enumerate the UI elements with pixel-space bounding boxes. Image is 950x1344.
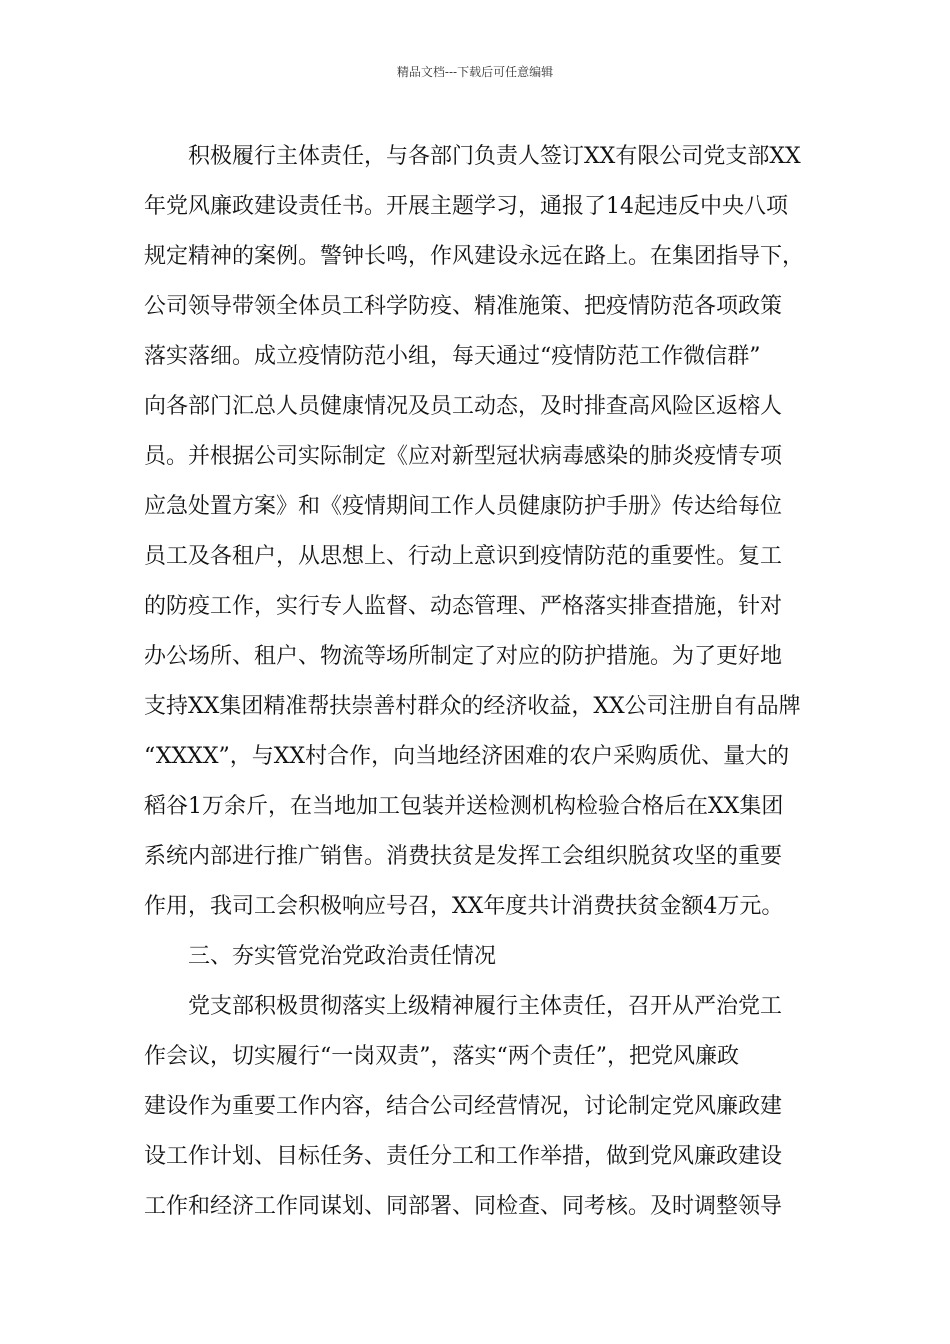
paragraph-line: 党支部积极贯彻落实上级精神履行主体责任，召开从严治党工 (188, 994, 783, 1019)
paragraph-line: 建设作为重要工作内容，结合公司经营情况，讨论制定党风廉政建 (144, 1094, 783, 1119)
document-body (144, 132, 812, 1232)
paragraph-line: 作会议，切实履行“一岗双责”，落实“两个责任”，把党风廉政 (144, 1044, 739, 1069)
paragraph-line: 年党风廉政建设责任书。开展主题学习，通报了14起违反中央八项 (144, 194, 788, 219)
paragraph-line: 积极履行主体责任，与各部门负责人签订XX有限公司党支部XX (188, 144, 801, 169)
paragraph-line: 作用，我司工会积极响应号召，XX年度共计消费扶贫金额4万元。 (144, 894, 784, 919)
paragraph-line: 公司领导带领全体员工科学防疫、精准施策、把疫情防范各项政策 (144, 294, 783, 319)
paragraph-line: 工作和经济工作同谋划、同部署、同检查、同考核。及时调整领导 (144, 1194, 783, 1219)
paragraph-line: 向各部门汇总人员健康情况及员工动态，及时排查高风险区返榕人 (144, 394, 783, 419)
page-header: 精品文档---下载后可任意编辑 (396, 65, 554, 79)
paragraph-line: 应急处置方案》和《疫情期间工作人员健康防护手册》传达给每位 (144, 494, 783, 519)
paragraph-line: 规定精神的案例。警钟长鸣，作风建设永远在路上。在集团指导下， (144, 244, 805, 269)
paragraph-line: 稻谷1万余斤，在当地加工包装并送检测机构检验合格后在XX集团 (144, 794, 784, 819)
paragraph-line: 设工作计划、目标任务、责任分工和工作举措，做到党风廉政建设 (144, 1144, 783, 1169)
paragraph-line: 系统内部进行推广销售。消费扶贫是发挥工会组织脱贫攻坚的重要 (144, 844, 783, 869)
paragraph-line: 办公场所、租户、物流等场所制定了对应的防护措施。为了更好地 (144, 644, 783, 669)
paragraph-line: “XXXX”，与XX村合作，向当地经济困难的农户采购质优、量大的 (144, 744, 790, 769)
paragraph-line: 支持XX集团精准帮扶崇善村群众的经济收益，XX公司注册自有品牌 (144, 694, 801, 719)
paragraph-line: 员工及各租户，从思想上、行动上意识到疫情防范的重要性。复工 (144, 544, 783, 569)
paragraph-line: 落实落细。成立疫情防范小组，每天通过“疫情防范工作微信群” (144, 344, 761, 369)
section-heading: 三、夯实管党治党政治责任情况 (188, 944, 497, 969)
paragraph-line: 的防疫工作，实行专人监督、动态管理、严格落实排查措施，针对 (144, 594, 783, 619)
paragraph-line: 员。并根据公司实际制定《应对新型冠状病毒感染的肺炎疫情专项 (144, 444, 783, 469)
